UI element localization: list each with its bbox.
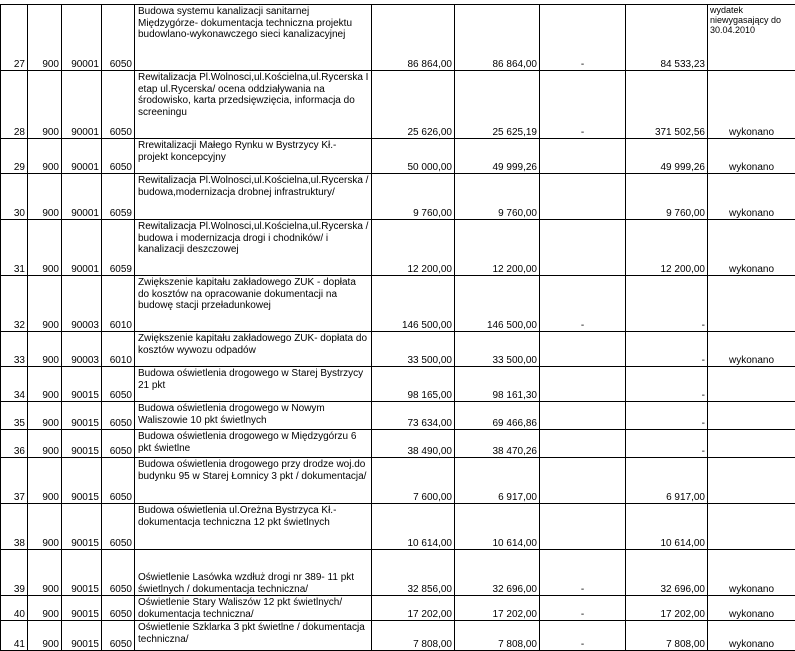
row-number-cell: 39 xyxy=(1,550,28,596)
execution-amount-cell: 10 614,00 xyxy=(455,504,540,550)
column-9-cell: 32 696,00 xyxy=(626,550,708,596)
task-description-cell: Oświetlenie Lasówka wzdłuż drogi nr 389- 11 pkt świetlnych / dokumentacja techniczna/ xyxy=(135,550,372,596)
table-row xyxy=(1,220,795,276)
column-8-cell xyxy=(540,139,626,174)
chapter-code-cell: 90003 xyxy=(62,332,102,367)
row-number-cell: 32 xyxy=(1,276,28,332)
section-code-cell: 900 xyxy=(28,5,62,71)
expenditure-table xyxy=(0,4,795,651)
execution-amount-cell: 6 917,00 xyxy=(455,458,540,504)
chapter-code-cell: 90015 xyxy=(62,458,102,504)
paragraph-code-cell: 6050 xyxy=(102,458,135,504)
plan-amount-cell: 33 500,00 xyxy=(372,332,455,367)
execution-amount-cell: 17 202,00 xyxy=(455,596,540,621)
section-code-cell: 900 xyxy=(28,430,62,458)
column-8-cell: - xyxy=(540,621,626,651)
column-8-cell xyxy=(540,402,626,430)
chapter-code-cell: 90001 xyxy=(62,139,102,174)
section-code-cell: 900 xyxy=(28,550,62,596)
plan-amount-cell: 7 808,00 xyxy=(372,621,455,651)
row-number-cell: 41 xyxy=(1,621,28,651)
paragraph-code-cell: 6059 xyxy=(102,220,135,276)
plan-amount-cell: 12 200,00 xyxy=(372,220,455,276)
task-description-cell: Budowa systemu kanalizacji sanitarnej Międzygórze- dokumentacja techniczna projektu budowlano-wykonawczego sieci kanalizacyjnej xyxy=(135,5,372,71)
plan-amount-cell: 86 864,00 xyxy=(372,5,455,71)
plan-amount-cell: 98 165,00 xyxy=(372,367,455,402)
column-9-cell: 9 760,00 xyxy=(626,174,708,220)
row-number-cell: 38 xyxy=(1,504,28,550)
column-9-cell: 49 999,26 xyxy=(626,139,708,174)
task-description-cell: Rrewitalizacji Małego Rynku w Bystrzycy Kł.- projekt koncepcyjny xyxy=(135,139,372,174)
remarks-cell: wykonano xyxy=(708,332,795,367)
table-row xyxy=(1,430,795,458)
chapter-code-cell: 90001 xyxy=(62,71,102,139)
row-number-cell: 28 xyxy=(1,71,28,139)
remarks-cell xyxy=(708,504,795,550)
paragraph-code-cell: 6059 xyxy=(102,174,135,220)
column-8-cell xyxy=(540,430,626,458)
paragraph-code-cell: 6050 xyxy=(102,139,135,174)
row-number-cell: 34 xyxy=(1,367,28,402)
task-description-cell: Rewitalizacja Pl.Wolnosci,ul.Kościelna,ul.Rycerska / budowa i modernizacja drogi i chodników/ i kanalizacji deszczowej xyxy=(135,220,372,276)
paragraph-code-cell: 6050 xyxy=(102,367,135,402)
row-number-cell: 33 xyxy=(1,332,28,367)
paragraph-code-cell: 6050 xyxy=(102,71,135,139)
remarks-cell xyxy=(708,367,795,402)
table-row xyxy=(1,458,795,504)
execution-amount-cell: 38 470,26 xyxy=(455,430,540,458)
row-number-cell: 30 xyxy=(1,174,28,220)
column-8-cell xyxy=(540,174,626,220)
plan-amount-cell: 38 490,00 xyxy=(372,430,455,458)
task-description-cell: Oświetlenie Szklarka 3 pkt świetlne / dokumentacja techniczna/ xyxy=(135,621,372,651)
column-9-cell: - xyxy=(626,430,708,458)
paragraph-code-cell: 6050 xyxy=(102,430,135,458)
column-8-cell: - xyxy=(540,276,626,332)
table-row xyxy=(1,621,795,651)
chapter-code-cell: 90015 xyxy=(62,550,102,596)
table-row xyxy=(1,5,795,71)
chapter-code-cell: 90001 xyxy=(62,220,102,276)
plan-amount-cell: 25 626,00 xyxy=(372,71,455,139)
column-8-cell xyxy=(540,220,626,276)
plan-amount-cell: 73 634,00 xyxy=(372,402,455,430)
remarks-cell: wykonano xyxy=(708,596,795,621)
section-code-cell: 900 xyxy=(28,276,62,332)
row-number-cell: 37 xyxy=(1,458,28,504)
column-9-cell: - xyxy=(626,367,708,402)
execution-amount-cell: 25 625,19 xyxy=(455,71,540,139)
execution-amount-cell: 69 466,86 xyxy=(455,402,540,430)
column-9-cell: 371 502,56 xyxy=(626,71,708,139)
table-row xyxy=(1,367,795,402)
section-code-cell: 900 xyxy=(28,367,62,402)
paragraph-code-cell: 6050 xyxy=(102,550,135,596)
task-description-cell: Budowa oświetlenia drogowego przy drodze woj.do budynku 95 w Starej Łomnicy 3 pkt / dokumentacja/ xyxy=(135,458,372,504)
column-8-cell: - xyxy=(540,596,626,621)
paragraph-code-cell: 6050 xyxy=(102,621,135,651)
chapter-code-cell: 90015 xyxy=(62,504,102,550)
column-9-cell: - xyxy=(626,332,708,367)
column-9-cell: 6 917,00 xyxy=(626,458,708,504)
chapter-code-cell: 90015 xyxy=(62,621,102,651)
remarks-cell: wykonano xyxy=(708,621,795,651)
column-9-cell: - xyxy=(626,402,708,430)
column-9-cell: 10 614,00 xyxy=(626,504,708,550)
task-description-cell: Budowa oświetlenia drogowego w Nowym Waliszowie 10 pkt świetlnych xyxy=(135,402,372,430)
remarks-cell: wykonano xyxy=(708,139,795,174)
remarks-cell xyxy=(708,458,795,504)
row-number-cell: 35 xyxy=(1,402,28,430)
table-row xyxy=(1,139,795,174)
remarks-cell: wykonano xyxy=(708,174,795,220)
table-row xyxy=(1,332,795,367)
table-body xyxy=(1,5,795,651)
remarks-cell xyxy=(708,276,795,332)
table-row xyxy=(1,550,795,596)
row-number-cell: 31 xyxy=(1,220,28,276)
table-row xyxy=(1,402,795,430)
execution-amount-cell: 32 696,00 xyxy=(455,550,540,596)
plan-amount-cell: 17 202,00 xyxy=(372,596,455,621)
chapter-code-cell: 90001 xyxy=(62,5,102,71)
section-code-cell: 900 xyxy=(28,71,62,139)
plan-amount-cell: 7 600,00 xyxy=(372,458,455,504)
paragraph-code-cell: 6010 xyxy=(102,276,135,332)
remarks-cell: wykonano xyxy=(708,71,795,139)
chapter-code-cell: 90015 xyxy=(62,430,102,458)
chapter-code-cell: 90015 xyxy=(62,367,102,402)
section-code-cell: 900 xyxy=(28,174,62,220)
row-number-cell: 40 xyxy=(1,596,28,621)
column-8-cell: - xyxy=(540,71,626,139)
column-9-cell: - xyxy=(626,276,708,332)
column-9-cell: 84 533,23 xyxy=(626,5,708,71)
execution-amount-cell: 98 161,30 xyxy=(455,367,540,402)
section-code-cell: 900 xyxy=(28,621,62,651)
chapter-code-cell: 90015 xyxy=(62,596,102,621)
column-8-cell xyxy=(540,367,626,402)
paragraph-code-cell: 6050 xyxy=(102,596,135,621)
plan-amount-cell: 9 760,00 xyxy=(372,174,455,220)
table-row xyxy=(1,71,795,139)
paragraph-code-cell: 6050 xyxy=(102,5,135,71)
plan-amount-cell: 32 856,00 xyxy=(372,550,455,596)
table-row xyxy=(1,596,795,621)
column-8-cell xyxy=(540,458,626,504)
task-description-cell: Budowa oświetlenia ul.Oreżna Bystrzyca Kł.- dokumentacja techniczna 12 pkt świetlnych xyxy=(135,504,372,550)
execution-amount-cell: 9 760,00 xyxy=(455,174,540,220)
chapter-code-cell: 90015 xyxy=(62,402,102,430)
plan-amount-cell: 10 614,00 xyxy=(372,504,455,550)
section-code-cell: 900 xyxy=(28,402,62,430)
section-code-cell: 900 xyxy=(28,220,62,276)
execution-amount-cell: 49 999,26 xyxy=(455,139,540,174)
table-row xyxy=(1,504,795,550)
plan-amount-cell: 50 000,00 xyxy=(372,139,455,174)
task-description-cell: Budowa oświetlenia drogowego w Starej Bystrzycy 21 pkt xyxy=(135,367,372,402)
column-9-cell: 7 808,00 xyxy=(626,621,708,651)
column-8-cell xyxy=(540,504,626,550)
column-8-cell: - xyxy=(540,5,626,71)
section-code-cell: 900 xyxy=(28,458,62,504)
column-9-cell: 17 202,00 xyxy=(626,596,708,621)
task-description-cell: Budowa oświetlenia drogowego w Międzygórzu 6 pkt świetlne xyxy=(135,430,372,458)
remarks-cell xyxy=(708,430,795,458)
execution-amount-cell: 12 200,00 xyxy=(455,220,540,276)
paragraph-code-cell: 6050 xyxy=(102,504,135,550)
execution-amount-cell: 7 808,00 xyxy=(455,621,540,651)
execution-amount-cell: 146 500,00 xyxy=(455,276,540,332)
remarks-cell: wykonano xyxy=(708,550,795,596)
column-8-cell xyxy=(540,332,626,367)
task-description-cell: Rewitalizacja Pl.Wolnosci,ul.Kościelna,ul.Rycerska / budowa,modernizacja drobnej infrastruktury/ xyxy=(135,174,372,220)
chapter-code-cell: 90003 xyxy=(62,276,102,332)
table-row xyxy=(1,174,795,220)
column-9-cell: 12 200,00 xyxy=(626,220,708,276)
row-number-cell: 36 xyxy=(1,430,28,458)
section-code-cell: 900 xyxy=(28,332,62,367)
section-code-cell: 900 xyxy=(28,596,62,621)
execution-amount-cell: 33 500,00 xyxy=(455,332,540,367)
task-description-cell: Zwiększenie kapitału zakładowego ZUK- dopłata do kosztów wywozu odpadów xyxy=(135,332,372,367)
task-description-cell: Oświetlenie Stary Waliszów 12 pkt świetlnych/ dokumentacja techniczna/ xyxy=(135,596,372,621)
paragraph-code-cell: 6050 xyxy=(102,402,135,430)
section-code-cell: 900 xyxy=(28,139,62,174)
remarks-cell: wydatek niewygasający do 30.04.2010 xyxy=(708,5,795,71)
execution-amount-cell: 86 864,00 xyxy=(455,5,540,71)
row-number-cell: 29 xyxy=(1,139,28,174)
row-number-cell: 27 xyxy=(1,5,28,71)
remarks-cell xyxy=(708,402,795,430)
plan-amount-cell: 146 500,00 xyxy=(372,276,455,332)
chapter-code-cell: 90001 xyxy=(62,174,102,220)
remarks-cell: wykonano xyxy=(708,220,795,276)
paragraph-code-cell: 6010 xyxy=(102,332,135,367)
task-description-cell: Rewitalizacja Pl.Wolnosci,ul.Kościelna,ul.Rycerska I etap ul.Rycerska/ ocena oddziaływania na środowisko, karta przedsięwzięcia, informacja do screeningu xyxy=(135,71,372,139)
task-description-cell: Zwiększenie kapitału zakładowego ZUK - dopłata do kosztów na opracowanie dokumentacji na budowę stacji przeładunkowej xyxy=(135,276,372,332)
column-8-cell: - xyxy=(540,550,626,596)
table-row xyxy=(1,276,795,332)
section-code-cell: 900 xyxy=(28,504,62,550)
